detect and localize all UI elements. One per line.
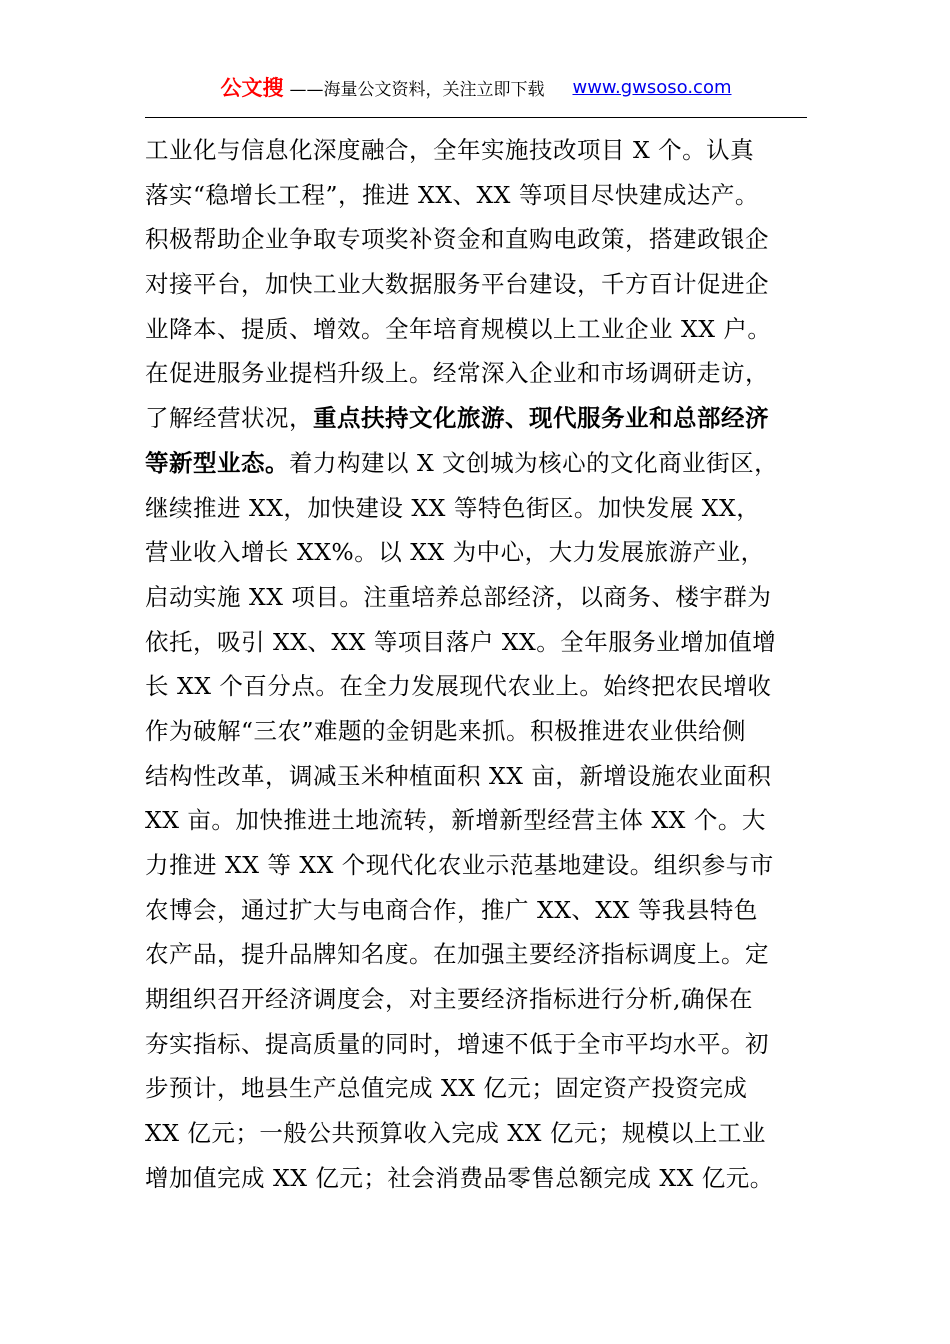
text-segment: 结构性改革，调减玉米种植面积 XX 亩，新增设施农业面积 — [145, 761, 772, 790]
page-header — [145, 70, 807, 104]
text-line — [145, 1111, 815, 1156]
bold-text-segment: 等新型业态。 — [145, 448, 289, 477]
text-line — [145, 217, 815, 262]
text-segment: XX 亿元；一般公共预算收入完成 XX 亿元；规模以上工业 — [145, 1119, 766, 1148]
text-segment: 农博会，通过扩大与电商合作，推广 XX、XX 等我县特色 — [145, 895, 758, 924]
text-line — [145, 664, 815, 709]
document-body — [145, 128, 815, 1201]
text-segment: 步预计，地县生产总值完成 XX 亿元；固定资产投资完成 — [145, 1074, 748, 1103]
website-link[interactable]: www.gwsoso.com — [572, 76, 732, 98]
text-line — [145, 798, 815, 843]
text-line — [145, 888, 815, 933]
header-tagline: ——海量公文资料，关注立即下载 — [289, 79, 545, 100]
text-segment: 作为破解“三农”难题的金钥匙来抓。积极推进农业供给侧 — [145, 716, 747, 745]
text-segment: 在促进服务业提档升级上。经常深入企业和市场调研走访， — [145, 359, 769, 388]
text-line — [145, 441, 815, 486]
text-segment: 积极帮助企业争取专项奖补资金和直购电政策，搭建政银企 — [145, 225, 769, 254]
text-line — [145, 709, 815, 754]
text-line — [145, 262, 815, 307]
text-line — [145, 351, 815, 396]
text-line — [145, 1066, 815, 1111]
text-segment: 增加值完成 XX 亿元；社会消费品零售总额完成 XX 亿元。 — [145, 1163, 774, 1192]
text-line — [145, 620, 815, 665]
text-segment: 着力构建以 X 文创城为核心的文化商业街区， — [289, 448, 779, 477]
header-divider — [145, 117, 807, 118]
text-segment: XX 亩。加快推进土地流转，新增新型经营主体 XX 个。大 — [145, 806, 766, 835]
bold-text-segment: 重点扶持文化旅游、现代服务业和总部经济 — [313, 404, 769, 433]
text-segment: 业降本、提质、增效。全年培育规模以上工业企业 XX 户。 — [145, 314, 772, 343]
text-line — [145, 173, 815, 218]
text-line — [145, 754, 815, 799]
text-segment: 对接平台，加快工业大数据服务平台建设，千方百计促进企 — [145, 270, 769, 299]
text-segment: 了解经营状况， — [145, 404, 313, 433]
text-line — [145, 1022, 815, 1067]
text-line — [145, 932, 815, 977]
text-line — [145, 128, 815, 173]
text-segment: 工业化与信息化深度融合，全年实施技改项目 X 个。认真 — [145, 136, 755, 164]
text-line — [145, 396, 815, 441]
text-line — [145, 977, 815, 1022]
text-segment: 落实“稳增长工程”，推进 XX、XX 等项目尽快建成达产。 — [145, 180, 759, 209]
text-segment: 长 XX 个百分点。在全力发展现代农业上。始终把农民增收 — [145, 672, 772, 701]
text-line — [145, 843, 815, 888]
text-segment: 农产品，提升品牌知名度。在加强主要经济指标调度上。定 — [145, 940, 769, 969]
text-segment: 依托，吸引 XX、XX 等项目落户 XX。全年服务业增加值增 — [145, 627, 777, 656]
text-line — [145, 530, 815, 575]
text-segment: 夯实指标、提高质量的同时，增速不低于全市平均水平。初 — [145, 1029, 769, 1058]
text-segment: 期组织召开经济调度会，对主要经济指标进行分析,确保在 — [145, 985, 753, 1014]
text-line — [145, 575, 815, 620]
text-segment: 启动实施 XX 项目。注重培养总部经济，以商务、楼宇群为 — [145, 582, 772, 611]
text-line — [145, 307, 815, 352]
text-line — [145, 486, 815, 531]
text-segment: 继续推进 XX，加快建设 XX 等特色街区。加快发展 XX， — [145, 493, 761, 522]
text-line — [145, 1156, 815, 1201]
text-segment: 力推进 XX 等 XX 个现代化农业示范基地建设。组织参与市 — [145, 851, 774, 879]
brand-logo-text: 公文搜 — [220, 76, 284, 100]
text-segment: 营业收入增长 XX%。以 XX 为中心，大力发展旅游产业， — [145, 538, 765, 567]
